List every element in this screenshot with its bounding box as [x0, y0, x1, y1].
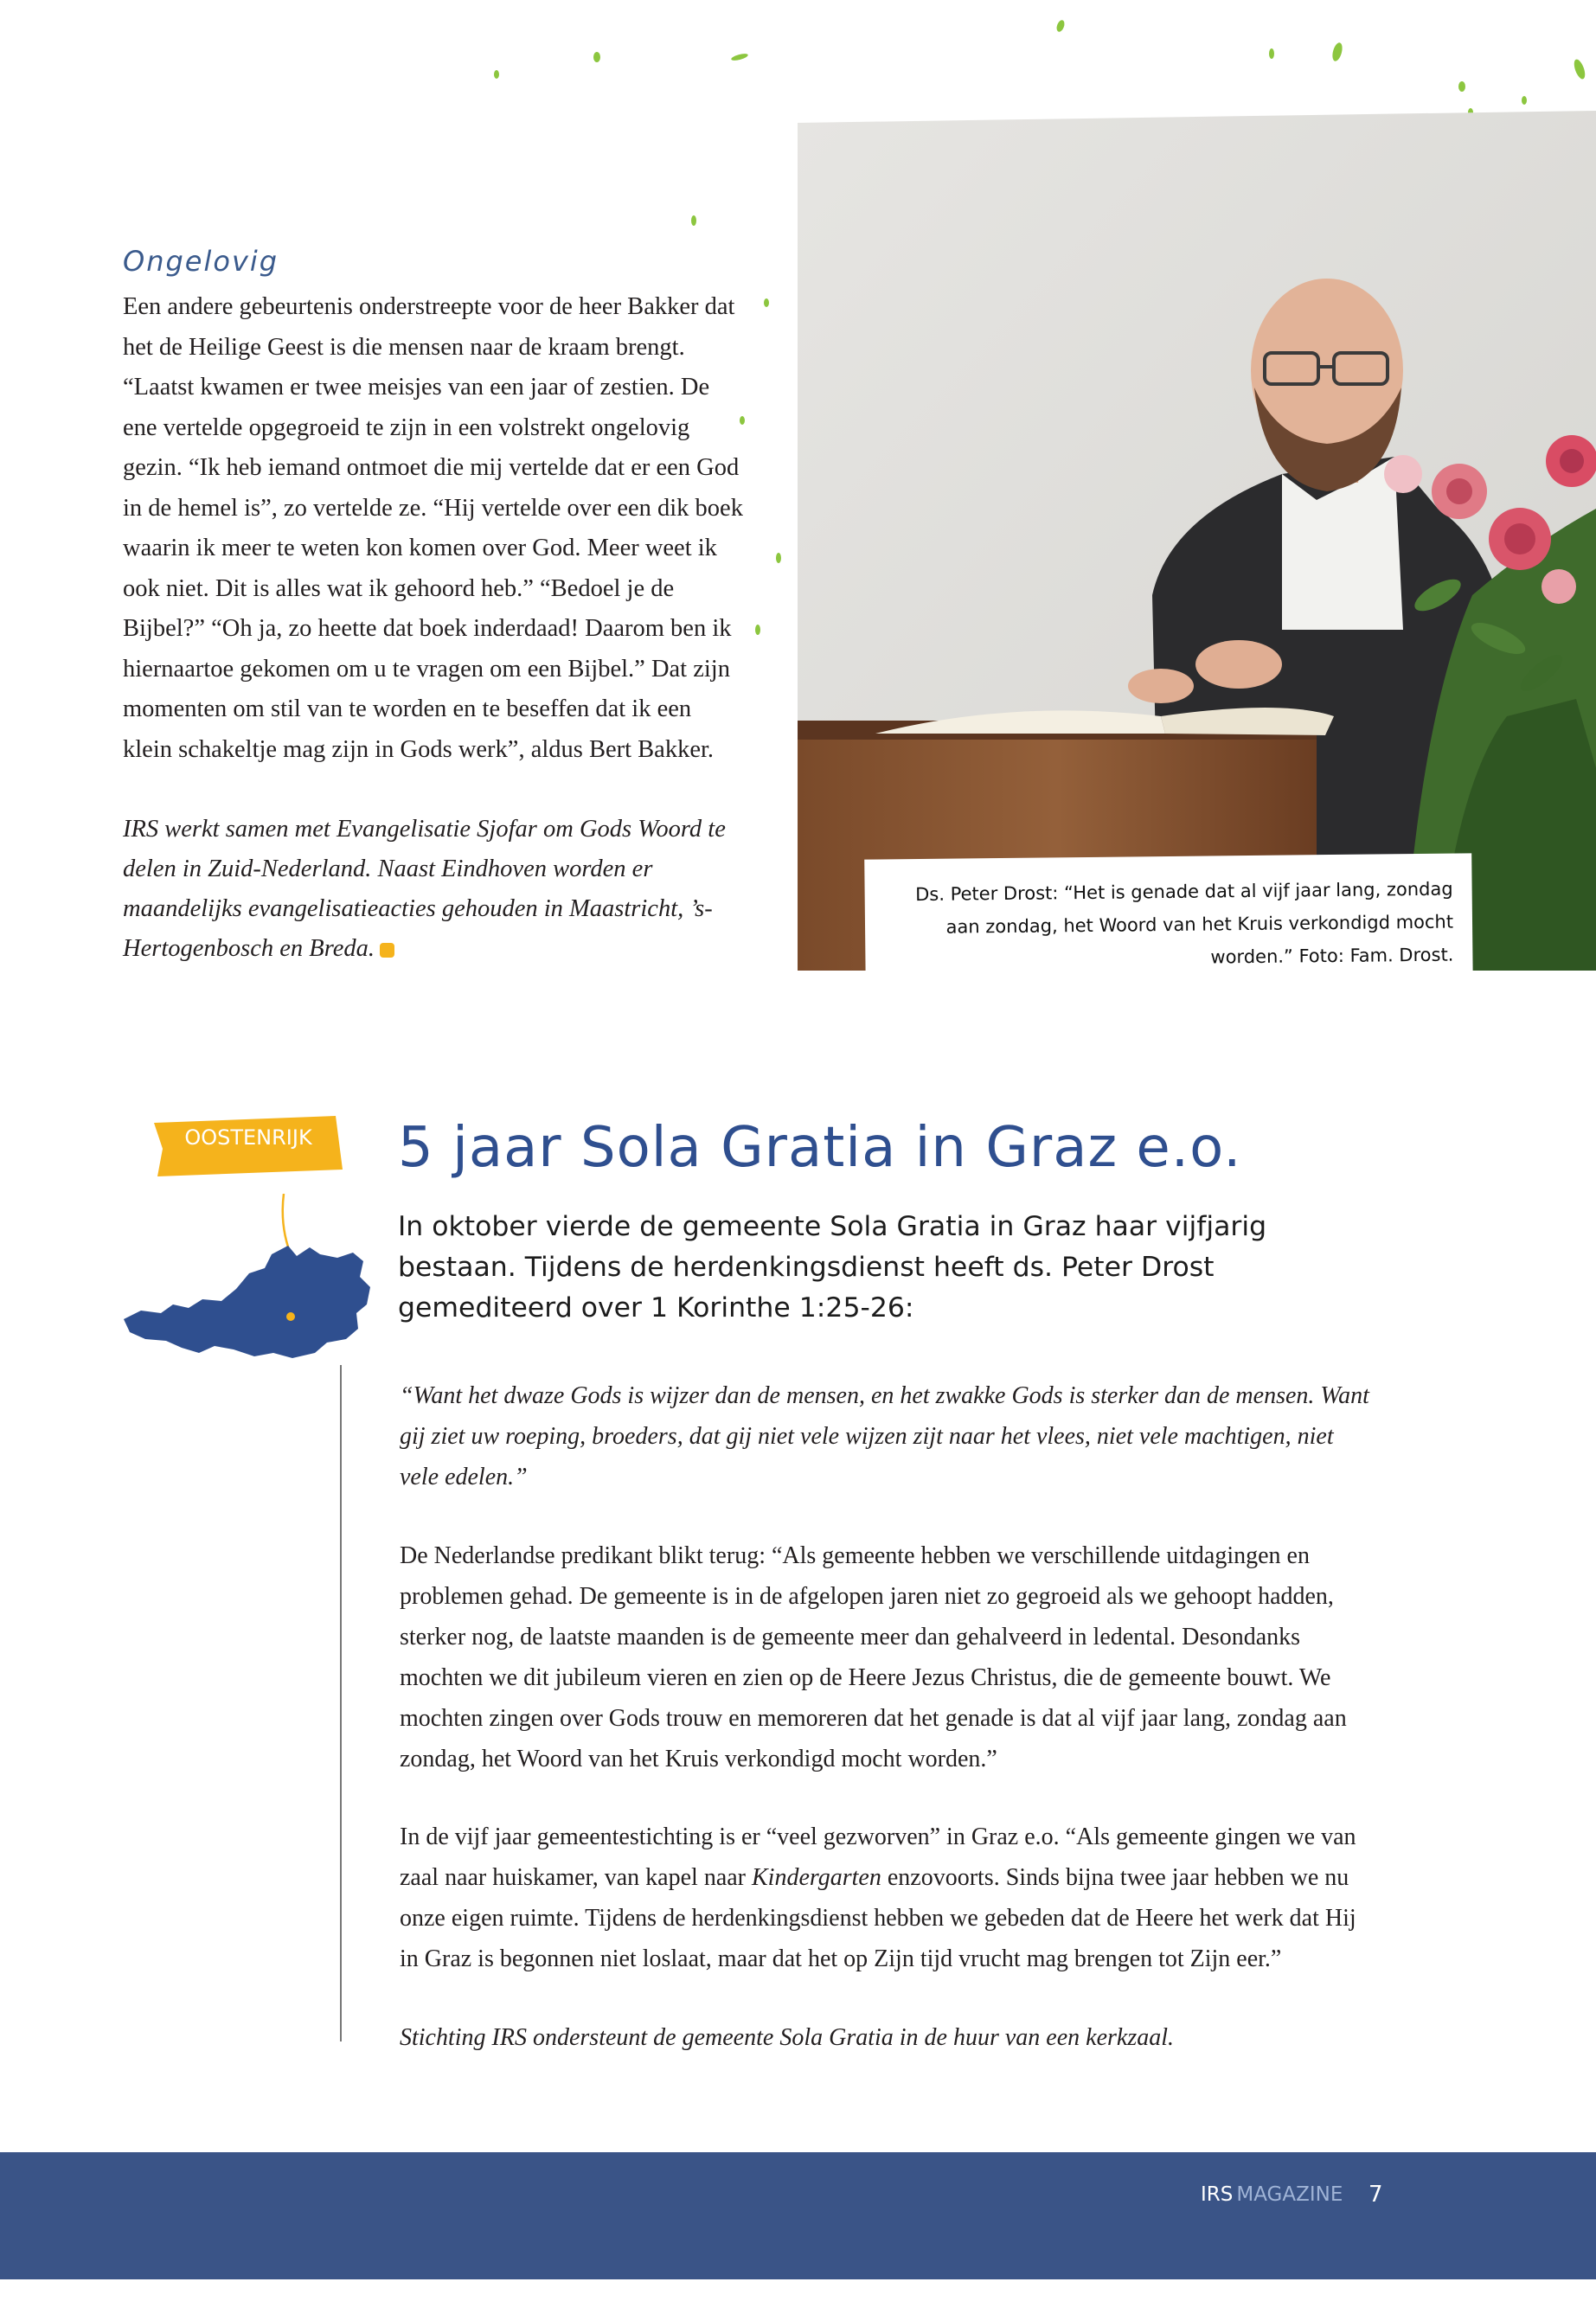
brand-name: IRS: [1201, 2183, 1234, 2206]
magazine-brand: [1201, 2183, 1343, 2206]
article-paragraph-2: [400, 1817, 1377, 1979]
page-number: 7: [1368, 2182, 1383, 2208]
article-paragraph-1: [400, 1535, 1377, 1779]
brand-suffix: MAGAZINE: [1236, 2183, 1343, 2206]
paragraph-part: In de vijf jaar gemeentestichting is er “veel gezworven” in Graz e.o. “Als gemeente gingen we van zaal naar huiskamer, van kapel naar: [400, 1823, 1356, 1891]
article-closing: [400, 2017, 1377, 2058]
paragraph-text: [400, 1817, 1377, 1979]
article-intro: In oktober vierde de gemeente Sola Gratia in Graz haar vijfjarig bestaan. Tijdens de herdenkingsdienst heeft ds. Peter Drost gemediteerd over 1 Korinthe 1:25-26:: [398, 1211, 1267, 1324]
closing-text: Stichting IRS ondersteunt de gemeente Sola Gratia in de huur van een kerkzaal.: [400, 2024, 1175, 2051]
paragraph-text: De Nederlandse predikant blikt terug: “Als gemeente hebben we verschillende uitdagingen en problemen gehad. De gemeente is in de afgelopen jaren niet zo gegroeid als we gehoopt hadden, sterker nog, de laatste maanden is de gemeente meer dan gehalveerd in ledental. Desondanks mochten we dit jubileum vieren en zien op de Heere Jezus Christus, die de gemeente bouwt. We mochten zingen over Gods trouw en memoreren dat het genade is dat al vijf jaar lang, zondag aan zondag, het Woord van het Kruis verkondigd mocht worden.”: [400, 1542, 1347, 1772]
paragraph-part: enzovoorts. Sinds bijna twee jaar hebben we nu onze eigen ruimte. Tijdens de herdenkingsdienst hebben we gebeden dat de Heere het werk dat Hij in Graz is begonnen niet loslaat, maar dat het op Zijn tijd vrucht mag brengen tot Zijn eer.”: [400, 1864, 1356, 1972]
quote-text: “Want het dwaze Gods is wijzer dan de mensen, en het zwakke Gods is sterker dan de mensen. Want gij ziet uw roeping, broeders, dat gij niet vele wijzen zijt naar het vlees, niet vele machtigen, niet vele edelen.”: [400, 1382, 1369, 1490]
photo-caption: Ds. Peter Drost: “Het is genade dat al vijf jaar lang, zondag aan zondag, het Woord van het Kruis verkondigd mocht worden.” Foto: Fam. Drost.: [864, 853, 1473, 990]
section-divider-line: [340, 1365, 342, 2041]
left-column-text: [123, 287, 746, 770]
end-mark-icon: [380, 943, 394, 958]
country-tag: OOSTENRIJK: [184, 1125, 312, 1150]
page-footer: [0, 2152, 1596, 2279]
body-paragraph: Een andere gebeurtenis onderstreepte voor de heer Bakker dat het de Heilige Geest is die mensen naar de kraam brengt. “Laatst kwamen er twee meisjes van een jaar of zestien. De ene vertelde opgegroeid te zijn in een volstrekt ongelovig gezin. “Ik heb iemand ontmoet die mij vertelde dat er een God in de hemel is”, zo vertelde ze. “Hij vertelde over een dik boek waarin ik meer te weten kon komen over God. Meer weet ik ook niet. Dit is alles wat ik gehoord heb.” “Bedoel je de Bijbel?” “Oh ja, zo heette dat boek inderdaad! Daarom ben ik hiernaartoe gekomen om u te vragen om een Bijbel.” Dat zijn momenten om stil van te worden en te beseffen dat ik een klein schakeltje mag zijn in Gods werk”, aldus Bert Bakker.: [123, 293, 743, 763]
article-title: 5 jaar Sola Gratia in Graz e.o.: [398, 1116, 1242, 1180]
bible-quote: [400, 1375, 1377, 1497]
paragraph-emphasis: Kindergarten: [752, 1864, 881, 1891]
closing-note-text: IRS werkt samen met Evangelisatie Sjofar om Gods Woord te delen in Zuid-Nederland. Naast Eindhoven worden er maandelijks evangelisatieacties gehouden in Maastricht, ’s-Hertogenbosch en Breda.: [123, 816, 726, 962]
section-subheading: Ongelovig: [123, 245, 279, 278]
closing-note: [123, 810, 746, 969]
photo-pastor-at-lectern: [798, 111, 1596, 971]
austria-map-icon: [119, 1194, 379, 1380]
